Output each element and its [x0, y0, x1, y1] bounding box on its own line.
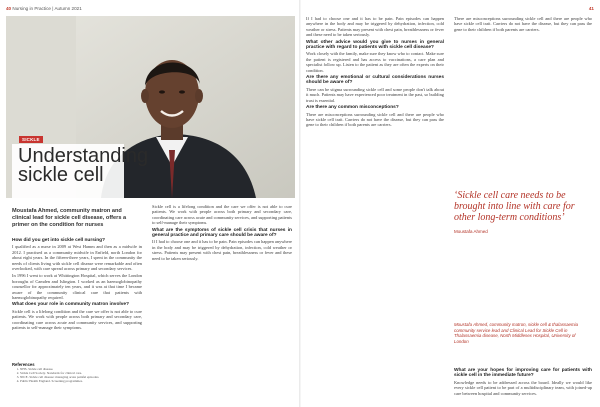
- standfirst: Moustafa Ahmed, community matron and clinical lead for sickle cell disease, offers a primer on the condition for nurses: [12, 208, 127, 228]
- section-body: Knowledge needs to be addressed across the board. Ideally we would like every sickle cell patient to be part of a multidisciplinary team, with joined-up care between hospital and community services.: [454, 379, 592, 396]
- right-page-number: 41: [588, 6, 594, 11]
- section-body: If I had to choose one and it has to be pain. Pain episodes can happen anywhere in the body and may be triggered by dehydration, infection, cold weather or stress. Patients may present with chest pain, breathlessness or fever and these need to be taken seriously.: [306, 16, 444, 38]
- section-heading: Are there any emotional or cultural considerations nurses should be aware of?: [306, 75, 444, 86]
- references: [12, 362, 142, 383]
- column-2: [152, 204, 292, 400]
- left-issue-label: Nursing in Practice | Autumn 2021: [12, 6, 82, 11]
- section-heading: Are there any common misconceptions?: [306, 105, 399, 111]
- author-bio: Moustafa Ahmed, community matron, sickle cell & thalassaemia community service lead and Clinical Lead for Sickle Cell in Thalassaemia disease, North Middlesex Hospital, University of London: [454, 322, 579, 344]
- section-body: Sickle cell is a lifelong condition and the care we offer is not able to cure patients. We work with people across both primary and secondary care, coordinating care across acute and community services, and supporting patients to self-manage their symptoms.: [152, 204, 292, 226]
- left-page-number: 40: [6, 6, 12, 11]
- section-body: If I had to choose one and it has to be pain. Pain episodes can happen anywhere in the body and may be triggered by dehydration, infection, cold weather or stress. Patients may present with chest pain, breathlessness or fever and these need to be taken seriously.: [152, 239, 292, 261]
- column-6: [454, 366, 592, 400]
- section-body: Work closely with the family, make sure they know who to contact. Make sure the patient is registered and has access to vaccinations, a care plan and specialist follow up. Listen to the patient as they are often the experts on their condition.: [306, 51, 444, 73]
- reference-item: 2. Sickle Cell Society. Standards for clinical care.: [20, 371, 142, 375]
- section-body: In 1996 I went to work at Whittington Hospital, which serves the London boroughs of Camden and Islington. I worked as an haemoglobinopathy counsellor for approximately ten years, and it was at that time I became aware of the community clinical care that patients with haemoglobinopathy required.: [12, 273, 142, 301]
- section-heading: What are your hopes for improving care for patients with sickle cell in the immediate future?: [454, 368, 592, 379]
- pull-quote: [454, 190, 586, 237]
- section-heading: What are the symptoms of sickle cell crisis that nurses in general practice and primary care should be aware of?: [152, 227, 292, 239]
- section-heading: How did you get into sickle cell nursing?: [12, 238, 106, 243]
- title-line-2: sickle cell: [18, 164, 104, 186]
- references-title: References: [12, 362, 35, 367]
- column-1: [12, 236, 142, 358]
- column-4: [454, 16, 592, 184]
- reference-item: 3. NICE. Sickle cell disease: managing acute painful episodes.: [20, 375, 142, 379]
- article-title: [18, 145, 149, 186]
- column-3: [306, 16, 444, 400]
- pull-quote-text: ‘Sickle cell care needs to be brought into line with care for other long-term conditions’: [454, 190, 575, 223]
- section-heading: What does your role in community matron involve?: [12, 302, 130, 308]
- pull-quote-attribution: Moustafa Ahmed: [454, 229, 488, 234]
- left-running-header: [6, 6, 82, 11]
- right-running-header: [589, 6, 594, 11]
- section-heading: What other advice would you give to nurses in general practice with regard to patients with sickle cell disease?: [306, 39, 444, 51]
- section-body: There can be stigma surrounding sickle cell and some people don't talk about it much. Patients may have experienced poor treatment in the past, so building trust is essential.: [306, 86, 444, 103]
- references-list: [12, 367, 142, 383]
- reference-item: 1. NHS. Sickle cell disease.: [20, 367, 142, 371]
- section-body: I qualified as a nurse in 2009 at West Hamm and then as a midwife in 2012. I practised as a community midwife in Enfield, north London for about eight years. In the fifteen-three years, I spent in the community the needs of clients living with sickle cell disease were remarkable and often overlooked, with care spread across primary and secondary services.: [12, 244, 142, 272]
- page-fold: [299, 0, 301, 407]
- headline-box: [12, 144, 149, 210]
- reference-item: 4. Public Health England. Screening programmes.: [20, 379, 142, 383]
- category-tag: SICKLE: [19, 136, 43, 143]
- section-body: There are misconceptions surrounding sickle cell and there are people who have sickle cell trait. Carriers do not have the disease, but they can pass the gene to their children if both parents are carriers.: [454, 16, 592, 32]
- title-line-1: Understanding: [18, 145, 149, 167]
- section-body: Sickle cell is a lifelong condition and the care we offer is not able to cure patients. We work with people across both primary and secondary care, coordinating care across acute and community services, and supporting patients to self-manage their symptoms.: [12, 308, 142, 331]
- section-body: There are misconceptions surrounding sickle cell and there are people who have sickle cell trait. Carriers do not have the disease, but they can pass the gene to their children if both parents are carriers.: [306, 111, 444, 128]
